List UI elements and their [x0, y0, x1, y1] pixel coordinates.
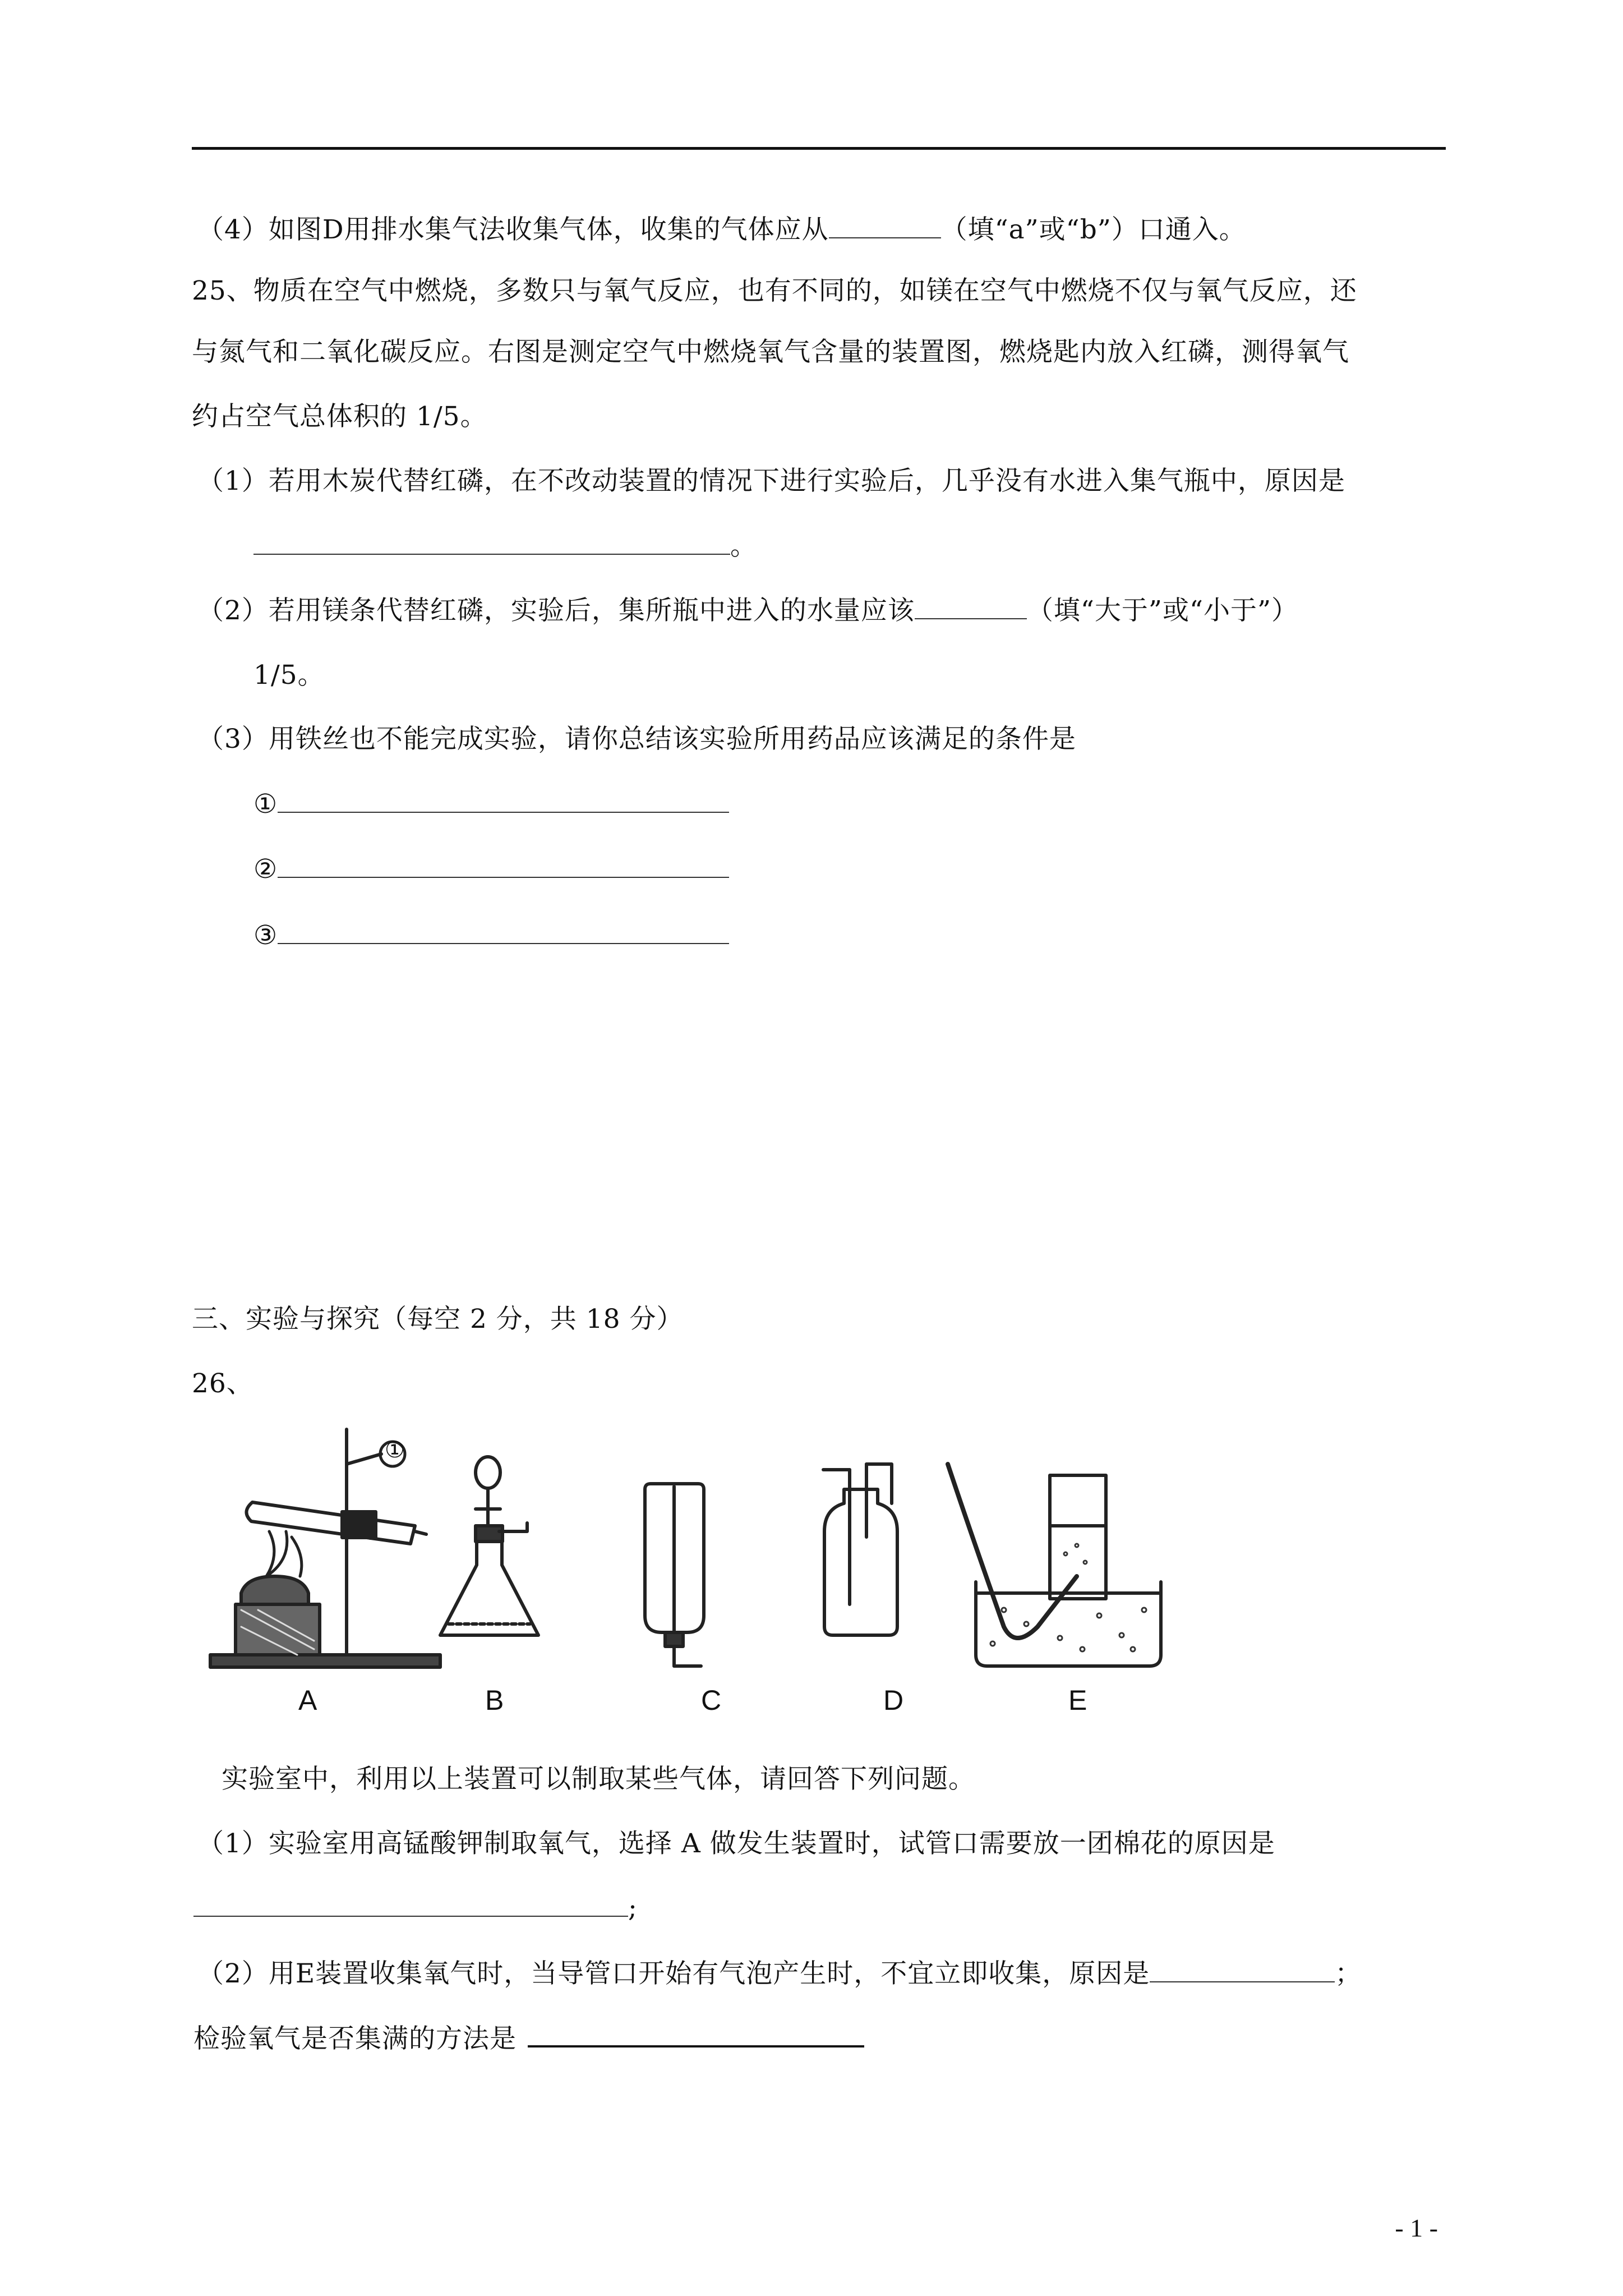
q25-part2-text: （2）若用镁条代替红磷，实验后，集所瓶中进入的水量应该: [197, 595, 915, 626]
q25-part1-answer-line: [253, 528, 757, 564]
figure-label-a: A: [298, 1685, 317, 1716]
header-rule: [192, 147, 1446, 150]
q25-part2-line: [197, 593, 1298, 629]
q26-part1-question: （1）实验室用高锰酸钾制取氧气，选择 A 做发生装置时，试管口需要放一团棉花的原因是: [197, 1828, 1275, 1859]
q25-part2-answer-blank[interactable]: [915, 593, 1027, 619]
circled-two-marker: ②: [253, 854, 278, 885]
q25-part1-answer-blank[interactable]: [253, 529, 730, 555]
q25-part2-text-end: （填“大于”或“小于”）: [1026, 595, 1299, 626]
q24-part4-text: （4）如图D用排水集气法收集气体，收集的气体应从: [197, 214, 829, 245]
apparatus-drawing: [202, 1419, 1178, 1688]
q25-part3-item-3: [253, 918, 729, 954]
figure-label-b: B: [485, 1685, 504, 1716]
apparatus-c-inverted-bottle: [645, 1484, 704, 1666]
q25-part3-item-1: [253, 786, 729, 822]
q26-part2-check-text: 检验氧气是否集满的方法是: [193, 2023, 517, 2054]
q26-part2-answer-blank-2[interactable]: [528, 2021, 864, 2047]
apparatus-a-heating-setup: [210, 1429, 440, 1667]
section-3-heading: 三、实验与探究（每空 2 分，共 18 分）: [192, 1304, 684, 1335]
apparatus-figure: [202, 1419, 1178, 1733]
apparatus-e-water-trough: [948, 1464, 1161, 1666]
q26-part1-end: ;: [628, 1893, 638, 1924]
q25-part3-blank-3[interactable]: [278, 918, 729, 944]
figure-label-c: C: [701, 1685, 722, 1716]
q26-part1-answer-blank[interactable]: [193, 1891, 628, 1917]
figure-callout-one: ①: [385, 1438, 405, 1462]
figure-label-d: D: [883, 1685, 904, 1716]
q26-part2-text: （2）用E装置收集氧气时，当导管口开始有气泡产生时，不宜立即收集，原因是: [197, 1958, 1150, 1989]
q25-stem-line3: 约占空气总体积的 1/5。: [192, 401, 487, 432]
q26-part2-end: ；: [1335, 1958, 1362, 1989]
q25-part3-item-2: [253, 852, 729, 887]
q26-part2-line: [197, 1956, 1362, 1992]
q26-part1-answer-line: [193, 1890, 638, 1926]
q24-part4-text-end: （填“a”或“b”）口通入。: [940, 214, 1246, 245]
page-number: - 1 -: [1395, 2214, 1438, 2242]
q26-intro: 实验室中，利用以上装置可以制取某些气体，请回答下列问题。: [222, 1764, 975, 1795]
figure-label-e: E: [1068, 1685, 1087, 1716]
q25-part3-blank-2[interactable]: [278, 852, 729, 878]
apparatus-d-gas-bottle: [823, 1464, 897, 1635]
q25-stem-line2: 与氮气和二氧化碳反应。右图是测定空气中燃烧氧气含量的装置图，燃烧匙内放入红磷，测得氧气: [192, 337, 1349, 367]
q25-part3-blank-1[interactable]: [278, 787, 729, 813]
q24-part4-answer-blank[interactable]: [829, 213, 941, 238]
q24-part4-line: [197, 212, 1246, 248]
q26-part2-answer-blank-1[interactable]: [1150, 1957, 1335, 1982]
circled-one-marker: ①: [253, 789, 278, 820]
q25-stem-line1: 25、物质在空气中燃烧，多数只与氧气反应，也有不同的，如镁在空气中燃烧不仅与氧气反应，还: [192, 275, 1357, 306]
q26-number: 26、: [192, 1368, 253, 1399]
q25-part1-end: 。: [730, 531, 757, 562]
q26-part2-check-line: [193, 2021, 864, 2057]
q25-part1-question: （1）若用木炭代替红磷，在不改动装置的情况下进行实验后，几乎没有水进入集气瓶中，原因是: [197, 466, 1345, 496]
circled-three-marker: ③: [253, 920, 278, 951]
apparatus-b-conical-flask: [440, 1457, 538, 1635]
q25-part3-question: （3）用铁丝也不能完成实验，请你总结该实验所用药品应该满足的条件是: [197, 724, 1076, 754]
q25-part2-continuation: 1/5。: [253, 660, 325, 691]
